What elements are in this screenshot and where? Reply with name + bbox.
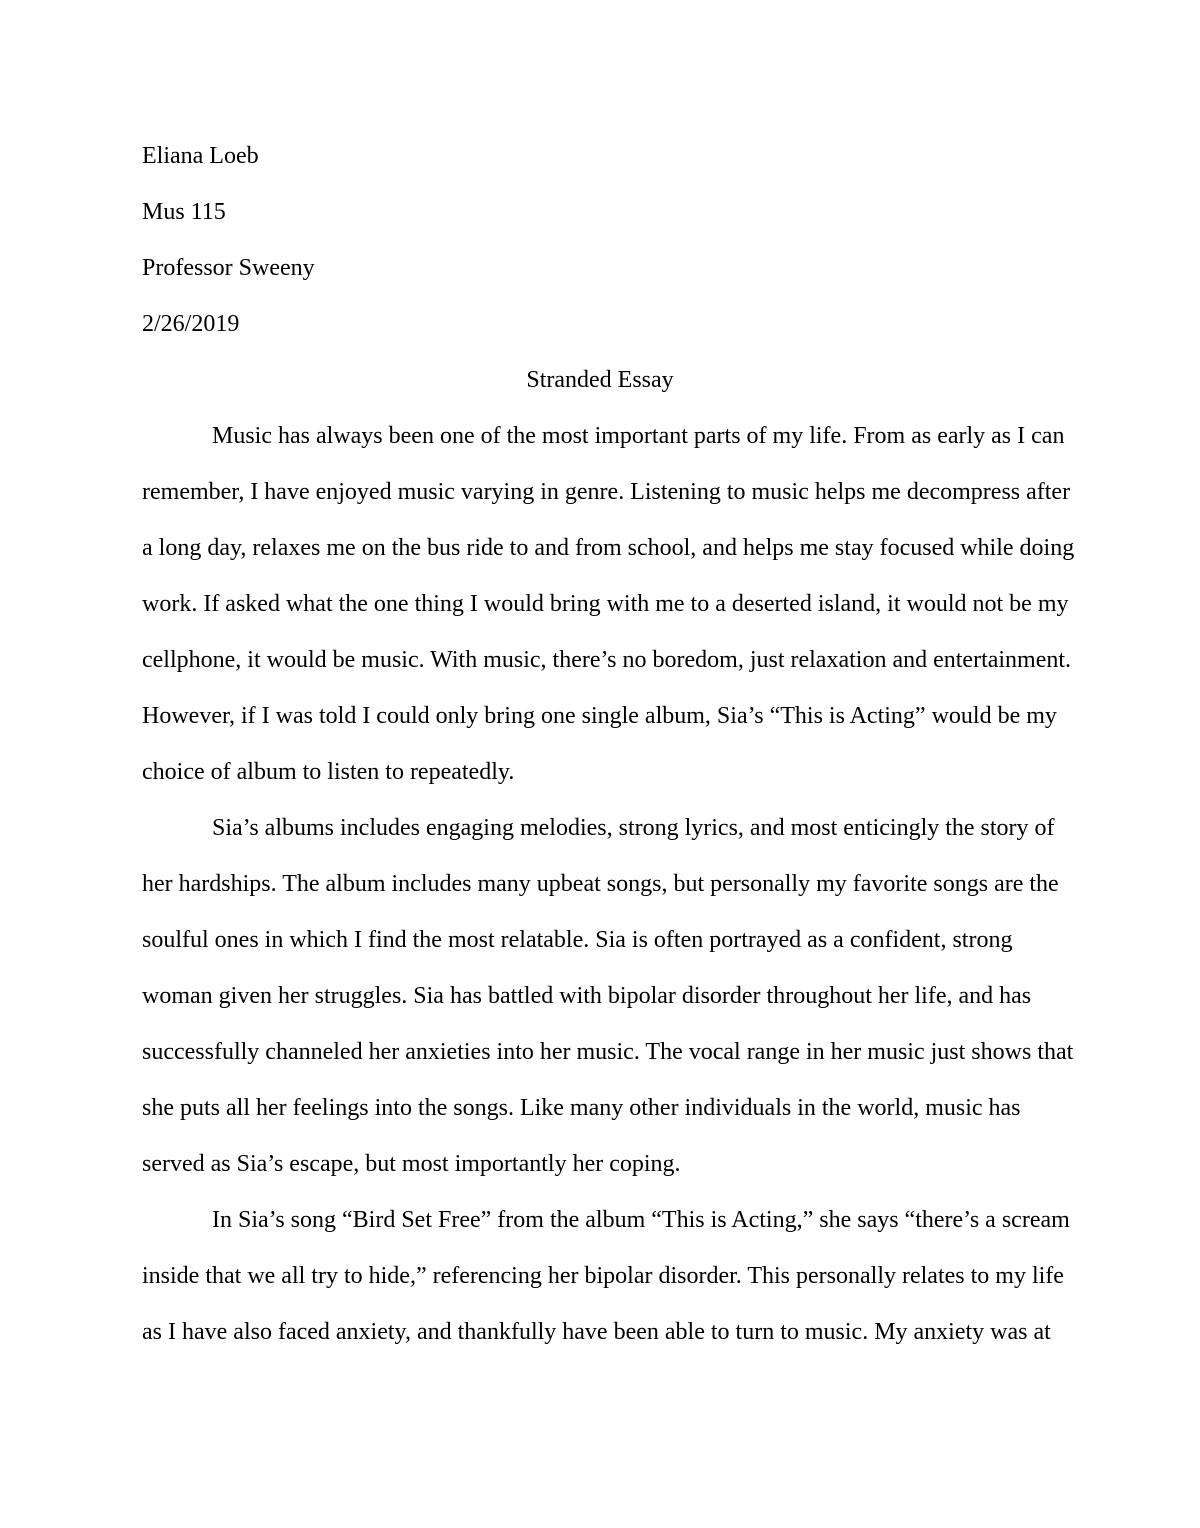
body-line: However, if I was told I could only bring one single album, Sia’s “This is Acting” would be my — [142, 703, 1057, 729]
essay-title: Stranded Essay — [526, 367, 674, 393]
body-line: In Sia’s song “Bird Set Free” from the album “This is Acting,” she says “there’s a scream — [212, 1207, 1070, 1233]
author-name: Eliana Loeb — [142, 143, 259, 169]
essay-date: 2/26/2019 — [142, 311, 240, 337]
body-line: choice of album to listen to repeatedly. — [142, 759, 515, 785]
body-line: as I have also faced anxiety, and thankfully have been able to turn to music. My anxiety was at — [142, 1319, 1051, 1345]
body-line: served as Sia’s escape, but most importantly her coping. — [142, 1151, 681, 1177]
course-name: Mus 115 — [142, 199, 226, 225]
body-line: Music has always been one of the most important parts of my life. From as early as I can — [212, 423, 1065, 449]
body-line: woman given her struggles. Sia has battled with bipolar disorder throughout her life, and has — [142, 983, 1032, 1009]
body-line: remember, I have enjoyed music varying in genre. Listening to music helps me decompress after — [142, 479, 1071, 505]
professor-name: Professor Sweeny — [142, 255, 315, 281]
body-line: she puts all her feelings into the songs. Like many other individuals in the world, music has — [142, 1095, 1021, 1121]
body-line: soulful ones in which I find the most relatable. Sia is often portrayed as a confident, strong — [142, 927, 1013, 953]
body-line: Sia’s albums includes engaging melodies, strong lyrics, and most enticingly the story of — [212, 815, 1055, 841]
body-line: inside that we all try to hide,” referencing her bipolar disorder. This personally relates to my life — [142, 1263, 1064, 1289]
body-line: her hardships. The album includes many upbeat songs, but personally my favorite songs are the — [142, 871, 1059, 897]
body-line: cellphone, it would be music. With music, there’s no boredom, just relaxation and entertainment. — [142, 647, 1072, 673]
body-line: work. If asked what the one thing I would bring with me to a deserted island, it would not be my — [142, 591, 1069, 617]
body-line: successfully channeled her anxieties into her music. The vocal range in her music just shows that — [142, 1039, 1074, 1065]
body-line: a long day, relaxes me on the bus ride to and from school, and helps me stay focused while doing — [142, 535, 1075, 561]
